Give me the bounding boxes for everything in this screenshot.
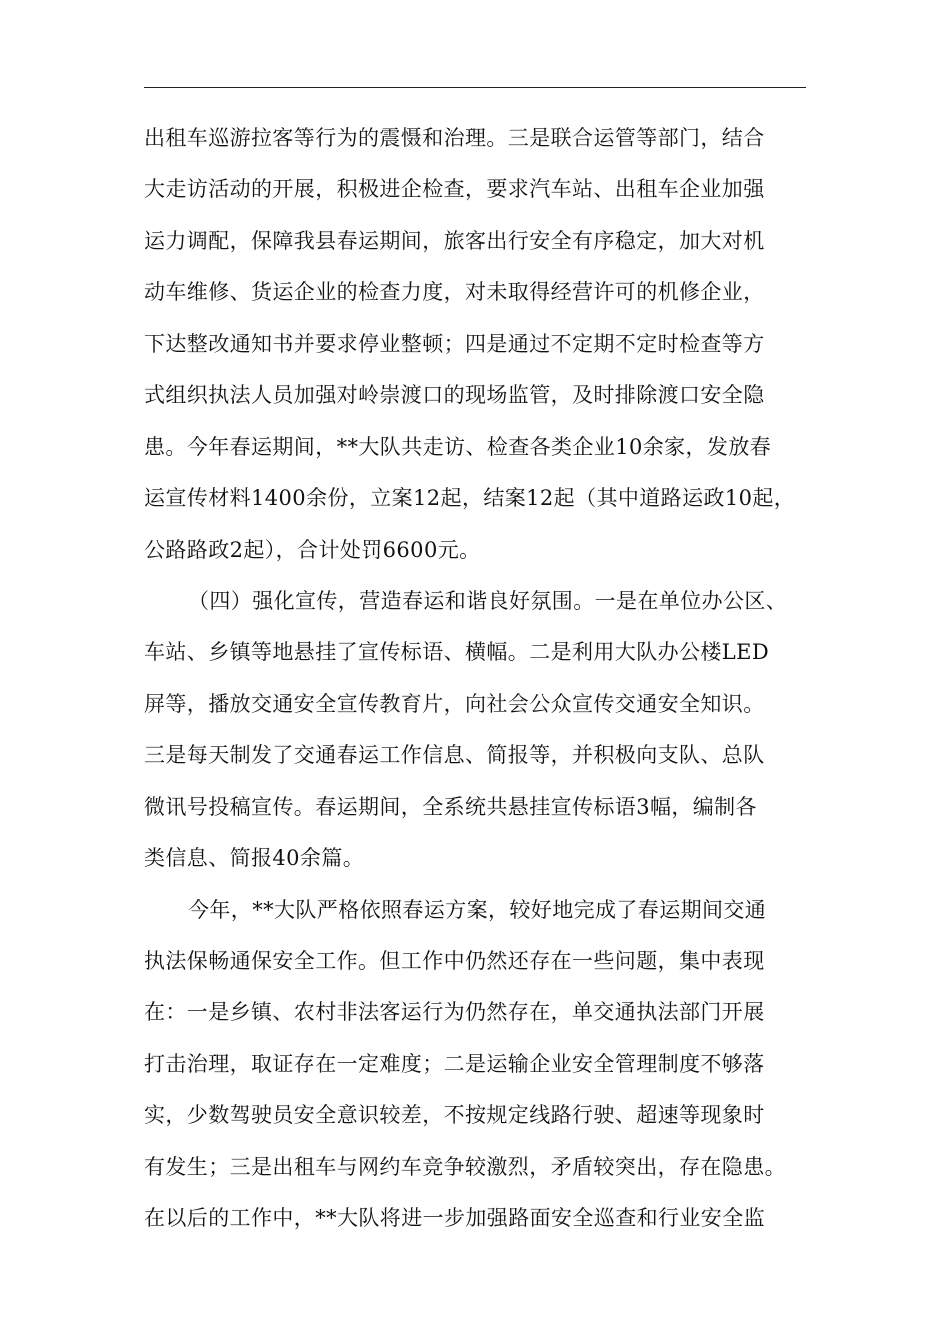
text-line: 在以后的工作中，**大队将进一步加强路面安全巡查和行业安全监 — [144, 1206, 765, 1231]
text-line: 三是每天制发了交通春运工作信息、简报等，并积极向支队、总队 — [144, 743, 765, 768]
text-line: 微讯号投稿宣传。春运期间，全系统共悬挂宣传标语3幅，编制各 — [144, 794, 757, 819]
text-line: 类信息、简报40余篇。 — [144, 846, 365, 871]
text-line: 运力调配，保障我县春运期间，旅客出行安全有序稳定，加大对机 — [144, 228, 765, 253]
header-rule — [144, 87, 806, 88]
text-line: 运宣传材料1400余份，立案12起，结案12起（其中道路运政10起， — [144, 486, 796, 511]
text-line: 动车维修、货运企业的检查力度，对未取得经营许可的机修企业， — [144, 280, 765, 305]
text-line: 公路路政2起），合计处罚6600元。 — [144, 537, 481, 562]
text-line: 有发生；三是出租车与网约车竞争较激烈，矛盾较突出，存在隐患。 — [144, 1154, 786, 1179]
text-line: 大走访活动的开展，积极进企检查，要求汽车站、出租车企业加强 — [144, 177, 765, 202]
text-line: 车站、乡镇等地悬挂了宣传标语、横幅。二是利用大队办公楼LED — [144, 640, 770, 665]
text-line: 实，少数驾驶员安全意识较差，不按规定线路行驶、超速等现象时 — [144, 1103, 765, 1128]
text-line: 下达整改通知书并要求停业整顿；四是通过不定期不定时检查等方 — [144, 331, 765, 356]
text-line: 式组织执法人员加强对岭崇渡口的现场监管，及时排除渡口安全隐 — [144, 383, 765, 408]
text-line: 在：一是乡镇、农村非法客运行为仍然存在，单交通执法部门开展 — [144, 1000, 765, 1025]
text-line: 患。今年春运期间，**大队共走访、检查各类企业10余家，发放春 — [144, 434, 772, 459]
text-line: 出租车巡游拉客等行为的震慑和治理。三是联合运管等部门，结合 — [144, 126, 765, 150]
paragraph-start-line: （四）强化宣传，营造春运和谐良好氛围。一是在单位办公区、 — [188, 588, 788, 613]
text-line: 打击治理，取证存在一定难度；二是运输企业安全管理制度不够落 — [144, 1051, 765, 1076]
paragraph-start-line: 今年，**大队严格依照春运方案，较好地完成了春运期间交通 — [188, 897, 767, 922]
text-line: 执法保畅通保安全工作。但工作中仍然还存在一些问题，集中表现 — [144, 949, 765, 973]
text-line: 屏等，播放交通安全宣传教育片，向社会公众宣传交通安全知识。 — [144, 691, 765, 716]
document-body — [144, 113, 806, 1245]
